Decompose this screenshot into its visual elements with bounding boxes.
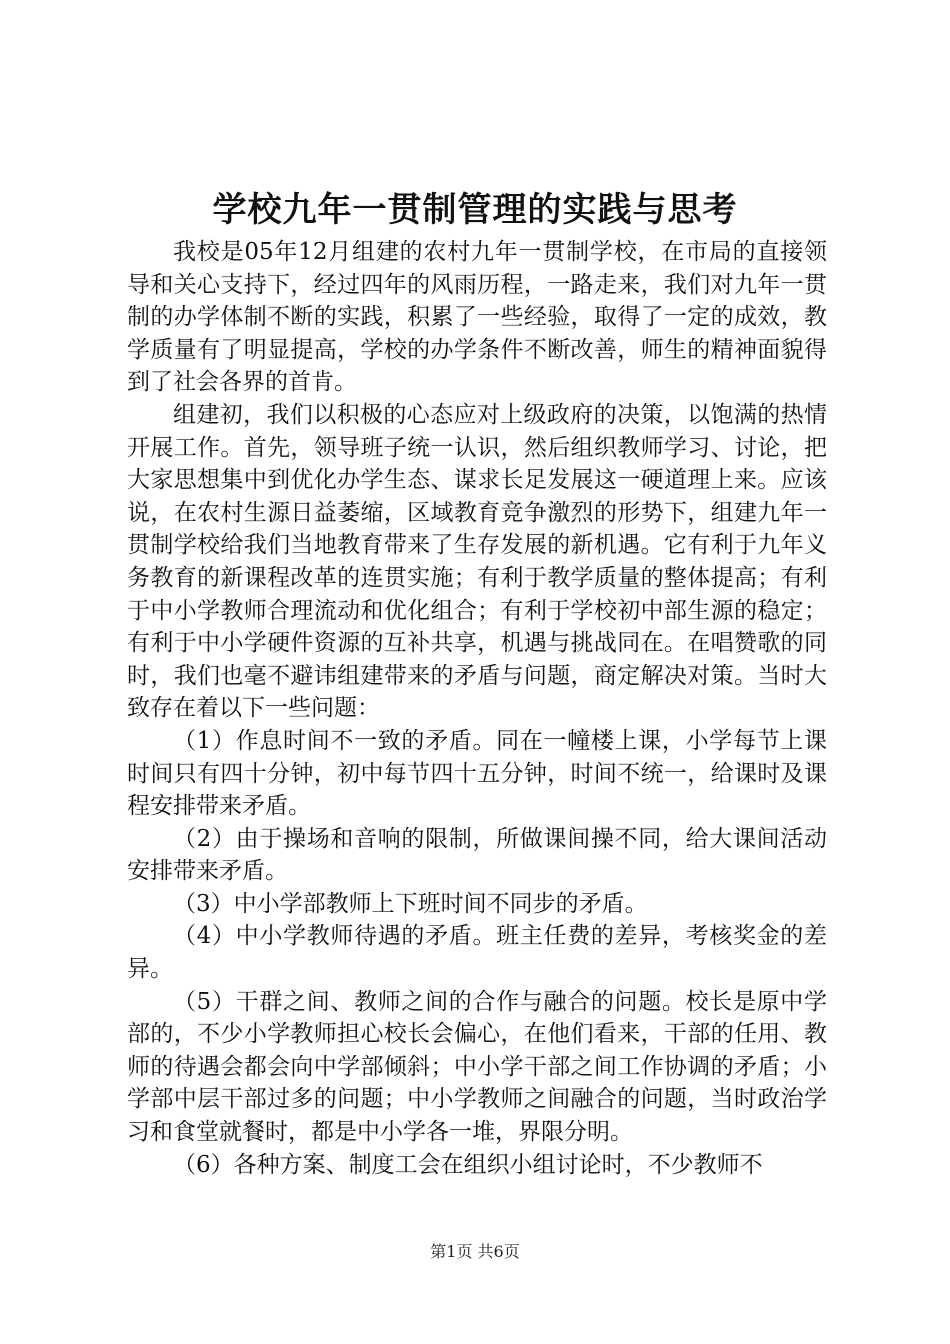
paragraph-problem-1: （1）作息时间不一致的矛盾。同在一幢楼上课，小学每节上课时间只有四十分钟，初中每节四十五分钟，时间不统一，给课时及课程安排带来矛盾。 [127,727,827,820]
paragraph-problem-3: （3）中小学部教师上下班时间不同步的矛盾。 [173,890,648,917]
document-body [127,236,827,1181]
paragraph-problem-6: （6）各种方案、制度工会在组织小组讨论时，不少教师不 [173,1151,763,1178]
paragraph-intro: 我校是05年12月组建的农村九年一贯制学校，在市局的直接领导和关心支持下，经过四年的风雨历程，一路走来，我们对九年一贯制的办学体制不断的实践，积累了一些经验，取得了一定的成效，教学质量有了明显提高，学校的办学条件不断改善，师生的精神面貌得到了社会各界的首肯。 [127,239,827,396]
paragraph-problem-2: （2）由于操场和音响的限制，所做课间操不同，给大课间活动安排带来矛盾。 [127,825,827,885]
paragraph-problem-5: （5）干群之间、教师之间的合作与融合的问题。校长是原中学部的，不少小学教师担心校长会偏心，在他们看来，干部的任用、教师的待遇会都会向中学部倾斜；中小学干部之间工作协调的矛盾；小学部中层干部过多的问题；中小学教师之间融合的问题，当时政治学习和食堂就餐时，都是中小学各一堆，界限分明。 [127,988,827,1146]
paragraph-founding: 组建初，我们以积极的心态应对上级政府的决策，以饱满的热情开展工作。首先，领导班子统一认识，然后组织教师学习、讨论，把大家思想集中到优化办学生态、谋求长足发展这一硬道理上来。应该说，在农村生源日益萎缩，区域教育竞争激烈的形势下，组建九年一贯制学校给我们当地教育带来了生存发展的新机遇。它有利于九年义务教育的新课程改革的连贯实施；有利于教学质量的整体提高；有利于中小学教师合理流动和优化组合；有利于学校初中部生源的稳定；有利于中小学硬件资源的互补共享，机遇与挑战同在。在唱赞歌的同时，我们也毫不避讳组建带来的矛盾与问题，商定解决对策。当时大致存在着以下一些问题： [127,401,827,722]
paragraph-problem-4: （4）中小学教师待遇的矛盾。班主任费的差异，考核奖金的差异。 [127,923,827,983]
page-number-footer: 第1页 共6页 [430,1242,520,1261]
document-title: 学校九年一贯制管理的实践与思考 [212,190,738,230]
